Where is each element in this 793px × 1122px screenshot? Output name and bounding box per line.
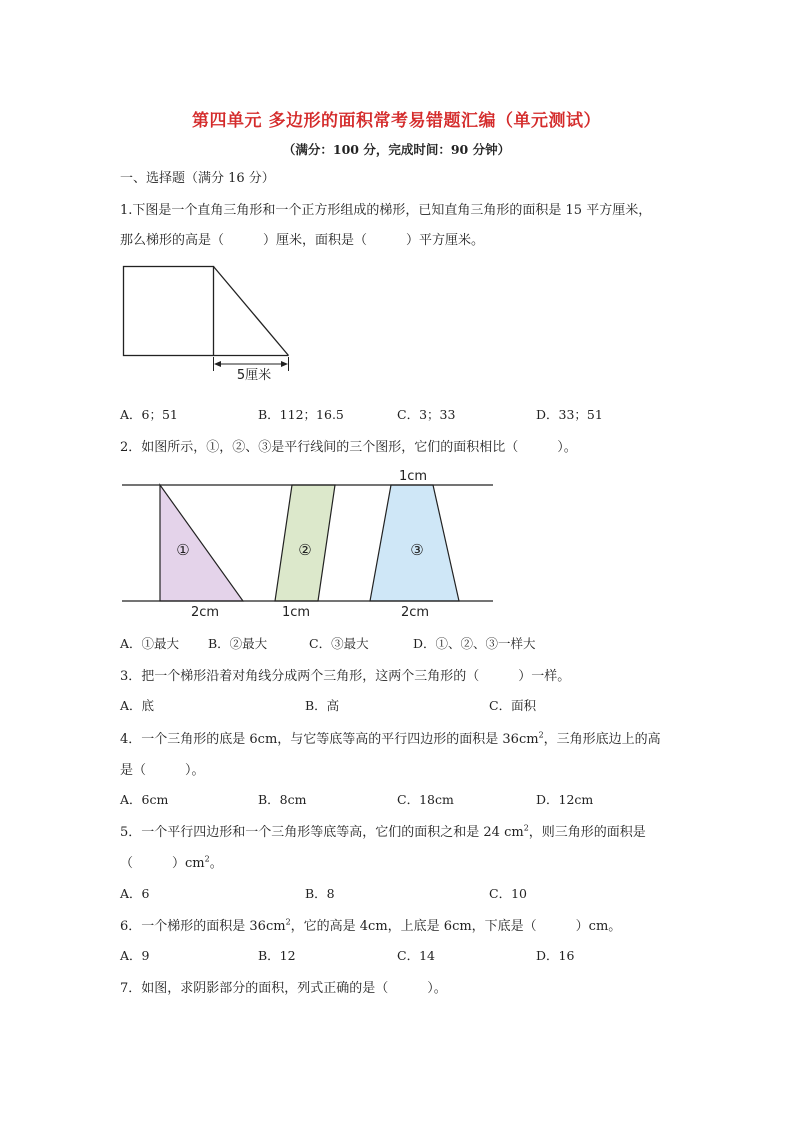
shape-label-2: ② [298, 541, 312, 559]
q4-option-d: D．12cm [536, 792, 594, 807]
q5-superscript: 2 [523, 823, 529, 833]
q4-text-start: 4．一个三角形的底是 6cm，与它等底等高的平行四边形的面积是 36cm [120, 732, 539, 747]
question-1-line-2: 那么梯形的高是（ ）厘米，面积是（ ）平方厘米。 [120, 233, 485, 248]
q5-option-b: B．8 [305, 886, 335, 901]
q4-option-a: A．6cm [120, 792, 169, 807]
q6-option-b: B．12 [258, 948, 296, 963]
q1-option-a: A．6；51 [120, 407, 178, 422]
q3-option-c: C．面积 [489, 698, 537, 713]
q5-line2-end: 。 [209, 856, 223, 871]
figure-1-label: 5厘米 [236, 368, 272, 383]
q6-option-a: A．9 [120, 948, 150, 963]
q5-option-c: C．10 [489, 886, 527, 901]
q5-line2-superscript: 2 [204, 854, 210, 864]
q5-text-start: 5．一个平行四边形和一个三角形等底等高，它们的面积之和是 24 cm [120, 825, 524, 840]
arrow-left [214, 361, 221, 367]
bottom-label-1: 2cm [190, 605, 220, 620]
bottom-label-3: 2cm [400, 605, 430, 620]
question-7-text: 7．如图，求阴影部分的面积，列式正确的是（ ）。 [120, 981, 447, 996]
shape-label-1: ① [176, 541, 190, 559]
square-shape [124, 267, 214, 356]
question-6-text [120, 915, 621, 934]
question-2-text: 2．如图所示，①，②、③是平行线间的三个图形，它们的面积相比（ ）。 [120, 440, 577, 455]
question-5-line-1 [120, 821, 646, 840]
q4-superscript: 2 [538, 730, 544, 740]
q2-option-d: D．①、②、③一样大 [413, 636, 536, 651]
q4-option-b: B．8cm [258, 792, 307, 807]
q6-text-start: 6．一个梯形的面积是 36cm [120, 919, 286, 934]
q2-option-b: B．②最大 [208, 636, 268, 651]
question-1-line-1: 1.下图是一个直角三角形和一个正方形组成的梯形，已知直角三角形的面积是 15 平方厘米， [120, 203, 652, 218]
question-1-figure [115, 258, 305, 388]
q2-option-c: C．③最大 [309, 636, 369, 651]
q1-option-b: B．112；16.5 [258, 407, 344, 422]
page-title: 第四单元 多边形的面积常考易错题汇编（单元测试） [192, 111, 601, 131]
q6-superscript: 2 [285, 917, 291, 927]
q2-option-a: A．①最大 [120, 636, 180, 651]
q6-option-c: C．14 [397, 948, 435, 963]
arrow-right [281, 361, 288, 367]
q1-option-d: D．33；51 [536, 407, 603, 422]
q3-option-a: A．底 [120, 698, 155, 713]
question-3-text: 3．把一个梯形沿着对角线分成两个三角形，这两个三角形的（ ）一样。 [120, 669, 571, 684]
question-4-line-1 [120, 728, 661, 747]
q5-option-a: A．6 [120, 886, 150, 901]
triangle-hypotenuse [214, 267, 289, 356]
exam-info: （满分：100 分，完成时间：90 分钟） [282, 142, 511, 157]
shape-label-3: ③ [410, 541, 424, 559]
q1-option-c: C．3；33 [397, 407, 456, 422]
q5-line2-start: （ ）cm [120, 856, 205, 871]
q4-option-c: C．18cm [397, 792, 454, 807]
question-2-figure [115, 463, 500, 623]
q3-option-b: B．高 [305, 698, 340, 713]
q6-text-end: ，它的高是 4cm，上底是 6cm，下底是（ ）cm。 [290, 919, 622, 934]
q5-text-end: ，则三角形的面积是 [528, 825, 646, 840]
question-5-line-2 [120, 852, 223, 871]
triangle-shape-1 [160, 485, 243, 601]
q4-text-end: ，三角形底边上的高 [543, 732, 661, 747]
section-heading: 一、选择题（满分 16 分） [120, 171, 275, 186]
top-width-label: 1cm [398, 469, 428, 484]
question-4-line-2: 是（ ）。 [120, 763, 205, 778]
bottom-label-2: 1cm [281, 605, 311, 620]
q6-option-d: D．16 [536, 948, 575, 963]
